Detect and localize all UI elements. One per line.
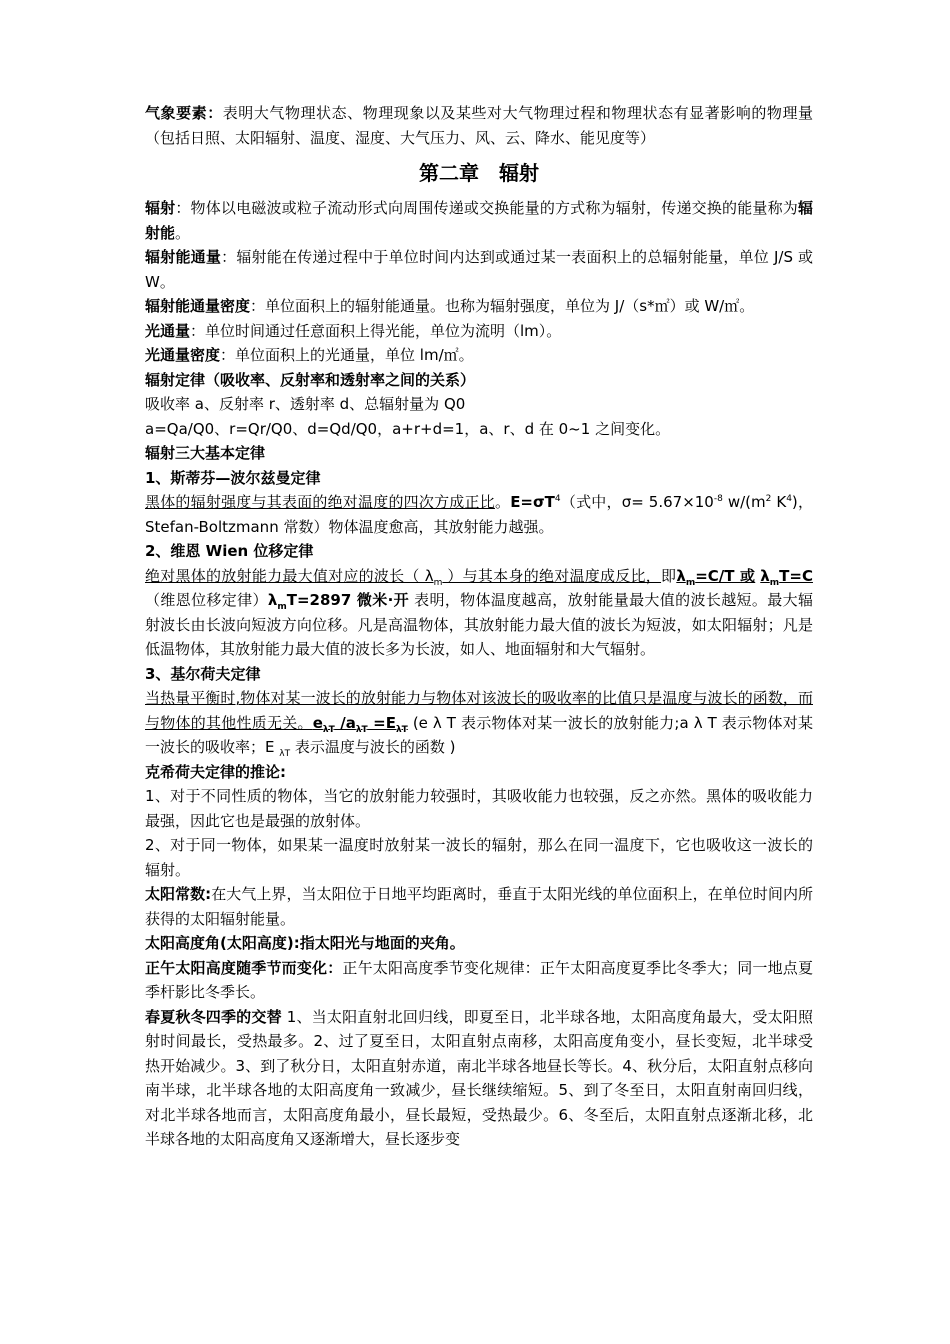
law3-f-slash: /a bbox=[334, 713, 356, 732]
law1-heading bbox=[145, 466, 813, 491]
def-luminous-flux-text: ：单位时间通过任意面积上得光能，单位为流明（lm）。 bbox=[190, 321, 562, 340]
law2-f2-rest: T=C bbox=[779, 566, 813, 585]
law2-f3-rest: T=2897 微米·开 bbox=[286, 591, 409, 609]
law2-formula2 bbox=[760, 566, 813, 588]
def-flux-text: ：辐射能在传递过程中于单位时间内达到或通过某一表面积上的总辐射能量，单位 J/S 或 W。 bbox=[145, 248, 813, 291]
law2-f1-rest: =C/T 或 bbox=[695, 566, 756, 585]
chapter-heading bbox=[145, 160, 813, 186]
law1-text-c: K bbox=[771, 493, 787, 511]
law2-f1-sub: m bbox=[685, 577, 696, 588]
law3-text: (e λ T 表示物体对某一波长的放射能力;a λ T 表示物体对某一波长的吸收率；E bbox=[145, 713, 813, 756]
law2-text2: （维恩位移定律） bbox=[145, 591, 268, 609]
intro-text: 表明大气物理状态、物理现象以及某些对大气物理过程和物理状态有显著影响的物理量（包括日照、太阳辐射、温度、湿度、大气压力、风、云、降水、能见度等） bbox=[145, 104, 813, 147]
law2-f3-lambda: λ bbox=[267, 591, 278, 609]
def-luminous-density bbox=[145, 343, 813, 368]
solar-altitude-term: 太阳高度角(太阳高度):指太阳光与地面的夹角。 bbox=[145, 934, 465, 952]
law2-formula1 bbox=[676, 566, 756, 588]
law2-formula3 bbox=[267, 591, 409, 612]
law1-exp3: 2 bbox=[765, 494, 772, 504]
law2-text3: 表明，物体温度越高，放射能量最大值的波长越短。最大辐射波长由长波向短波方向位移。凡是高温物体，其放射能力最大值的波长为短波，如太阳辐射；凡是低温物体，其放射能力最大值的波长多为长波，如人、地面辐射和大气辐射。 bbox=[145, 591, 813, 658]
law-section-title bbox=[145, 368, 813, 393]
law3-f-sub3: λT bbox=[395, 724, 408, 735]
chapter-title: 辐射 bbox=[499, 161, 539, 185]
def-radiation-end: 。 bbox=[175, 223, 191, 242]
def-flux bbox=[145, 245, 813, 294]
law2-sub-m: m bbox=[433, 577, 443, 588]
def-flux-density-text: ：单位面积上的辐射能通量。也称为辐射强度，单位为 J/（s*㎡）或 W/㎡。 bbox=[250, 297, 755, 315]
def-radiation-text: ：物体以电磁波或粒子流动形式向周围传递或交换能量的方式称为辐射，传递交换的能量称为 bbox=[175, 199, 798, 217]
solar-constant-term: 太阳常数: bbox=[145, 885, 212, 903]
law3-formula bbox=[312, 713, 408, 735]
law3-heading bbox=[145, 662, 813, 687]
intro-term: 气象要素： bbox=[145, 104, 223, 122]
law1-formula: E=σT bbox=[510, 493, 555, 511]
law2-heading bbox=[145, 539, 813, 564]
intro-paragraph bbox=[145, 101, 813, 150]
law3-f-sub2: λT bbox=[355, 724, 368, 735]
law3-f-e: e bbox=[312, 713, 323, 732]
def-luminous-density-text: ：单位面积上的光通量，单位 lm/㎡。 bbox=[220, 346, 474, 364]
def-luminous-flux-term: 光通量 bbox=[145, 321, 191, 340]
corollary-title bbox=[145, 760, 813, 785]
law2-statement-b: ）与其本身的绝对温度成反比， bbox=[442, 566, 662, 585]
law-line-2: a=Qa/Q0、r=Qr/Q0、d=Qd/Q0，a+r+d=1，a、r、d 在 0~1 之间变化。 bbox=[145, 419, 671, 438]
law3-f-sub1: λT bbox=[322, 724, 335, 735]
def-flux-term: 辐射能通量 bbox=[145, 248, 222, 266]
law2-text1: 即 bbox=[661, 566, 677, 585]
law1-text-d: )，Stefan-Boltzmann 常数）物体温度愈高，其放射能力越强。 bbox=[145, 493, 813, 536]
law1-body bbox=[145, 490, 813, 539]
law2-f1-lambda: λ bbox=[676, 566, 686, 585]
solar-altitude bbox=[145, 931, 813, 956]
def-radiation-term: 辐射 bbox=[145, 199, 176, 217]
law-line-1: 吸收率 a、反射率 r、透射率 d、总辐射量为 Q0 bbox=[145, 395, 466, 413]
corollary-item-1: 1、对于不同性质的物体，当它的放射能力较强时，其吸收能力也较强，反之亦然。黑体的吸收能力最强，因此它也是最强的放射体。 bbox=[145, 787, 813, 830]
law1-heading-text: 1、斯蒂芬—波尔兹曼定律 bbox=[145, 468, 321, 487]
law2-f3-sub: m bbox=[277, 602, 287, 612]
law2-statement-a: 绝对黑体的放射能力最大值对应的波长（ λ bbox=[145, 566, 434, 585]
seasons-term: 春夏秋冬四季的交替 bbox=[145, 1007, 282, 1026]
law2-f2-lambda: λ bbox=[760, 566, 770, 585]
law2-f2-sub: m bbox=[769, 577, 780, 588]
seasons-text: 1、当太阳直射北回归线，即夏至日，北半球各地，太阳高度角最大，受太阳照射时间最长，受热最多。2、过了夏至日，太阳直射点南移，太阳高度角变小，昼长变短，北半球受热开始减少。3、到了秋分日，太阳直射赤道，南北半球各地昼长等长。4、秋分后，太阳直射点移向南半球，北半球各地的太阳高度角一致减少，昼长继续缩短。5、到了冬至日，太阳直射南回归线，对北半球各地而言，太阳高度角最小，昼长最短，受热最少。6、冬至后，太阳直射点逐渐北移，北半球各地的太阳高度角又逐渐增大，昼长逐步变 bbox=[145, 1007, 813, 1148]
corollary-title-text: 克希荷夫定律的推论: bbox=[145, 762, 286, 781]
solar-constant bbox=[145, 882, 813, 931]
law3-text-end: 表示温度与波长的函数 ) bbox=[290, 738, 456, 756]
noon-altitude-term: 正午太阳高度随季节而变化： bbox=[145, 958, 343, 977]
def-radiation-energy-term: 辐射能 bbox=[145, 199, 813, 242]
law1-formula-exp: 4 bbox=[554, 494, 561, 504]
law3-body bbox=[145, 686, 813, 760]
chapter-number: 第二章 bbox=[419, 161, 479, 185]
noon-altitude-text: 正午太阳高度季节变化规律：正午太阳高度夏季比冬季大；同一地点夏季杆影比冬季长。 bbox=[145, 958, 813, 1001]
def-flux-density-term: 辐射能通量密度 bbox=[145, 297, 251, 315]
law2-statement bbox=[145, 566, 662, 588]
seasons bbox=[145, 1005, 813, 1152]
def-luminous-density-term: 光通量密度 bbox=[145, 346, 221, 364]
law3-text-sub: λT bbox=[279, 749, 291, 759]
law2-body bbox=[145, 564, 813, 662]
law3-heading-text: 3、基尔荷夫定律 bbox=[145, 664, 261, 683]
law1-statement: 黑体的辐射强度与其表面的绝对温度的四次方成正比 bbox=[145, 493, 495, 511]
def-flux-density bbox=[145, 294, 813, 319]
law1-text-a: （式中，σ= 5.67×10 bbox=[560, 493, 714, 511]
def-luminous-flux bbox=[145, 319, 813, 344]
three-laws-title bbox=[145, 441, 813, 466]
corollary-item-2: 2、对于同一物体，如果某一温度时放射某一波长的辐射，那么在同一温度下，它也吸收这一波长的辐射。 bbox=[145, 836, 813, 879]
law2-heading-text: 2、维恩 Wien 位移定律 bbox=[145, 542, 314, 560]
document-body bbox=[145, 101, 813, 1152]
law1-dot: 。 bbox=[494, 493, 511, 511]
noon-altitude bbox=[145, 956, 813, 1005]
law1-exp2: -8 bbox=[713, 494, 723, 504]
def-radiation bbox=[145, 196, 813, 245]
solar-constant-text: 在大气上界，当太阳位于日地平均距离时，垂直于太阳光线的单位面积上，在单位时间内所获得的太阳辐射能量。 bbox=[145, 885, 813, 928]
law1-text-b: w/(m bbox=[722, 493, 766, 511]
law1-exp4: 4 bbox=[786, 494, 792, 504]
law3-f-eq: =E bbox=[367, 713, 396, 732]
law3-statement: 当热量平衡时,物体对某一波长的放射能力与物体对该波长的吸收率的比值只是温度与波长的函数，而与物体的其他性质无关。 bbox=[145, 689, 813, 732]
law-section-title-text: 辐射定律（吸收率、反射率和透射率之间的关系） bbox=[145, 370, 476, 389]
three-laws-title-text: 辐射三大基本定律 bbox=[145, 444, 266, 462]
